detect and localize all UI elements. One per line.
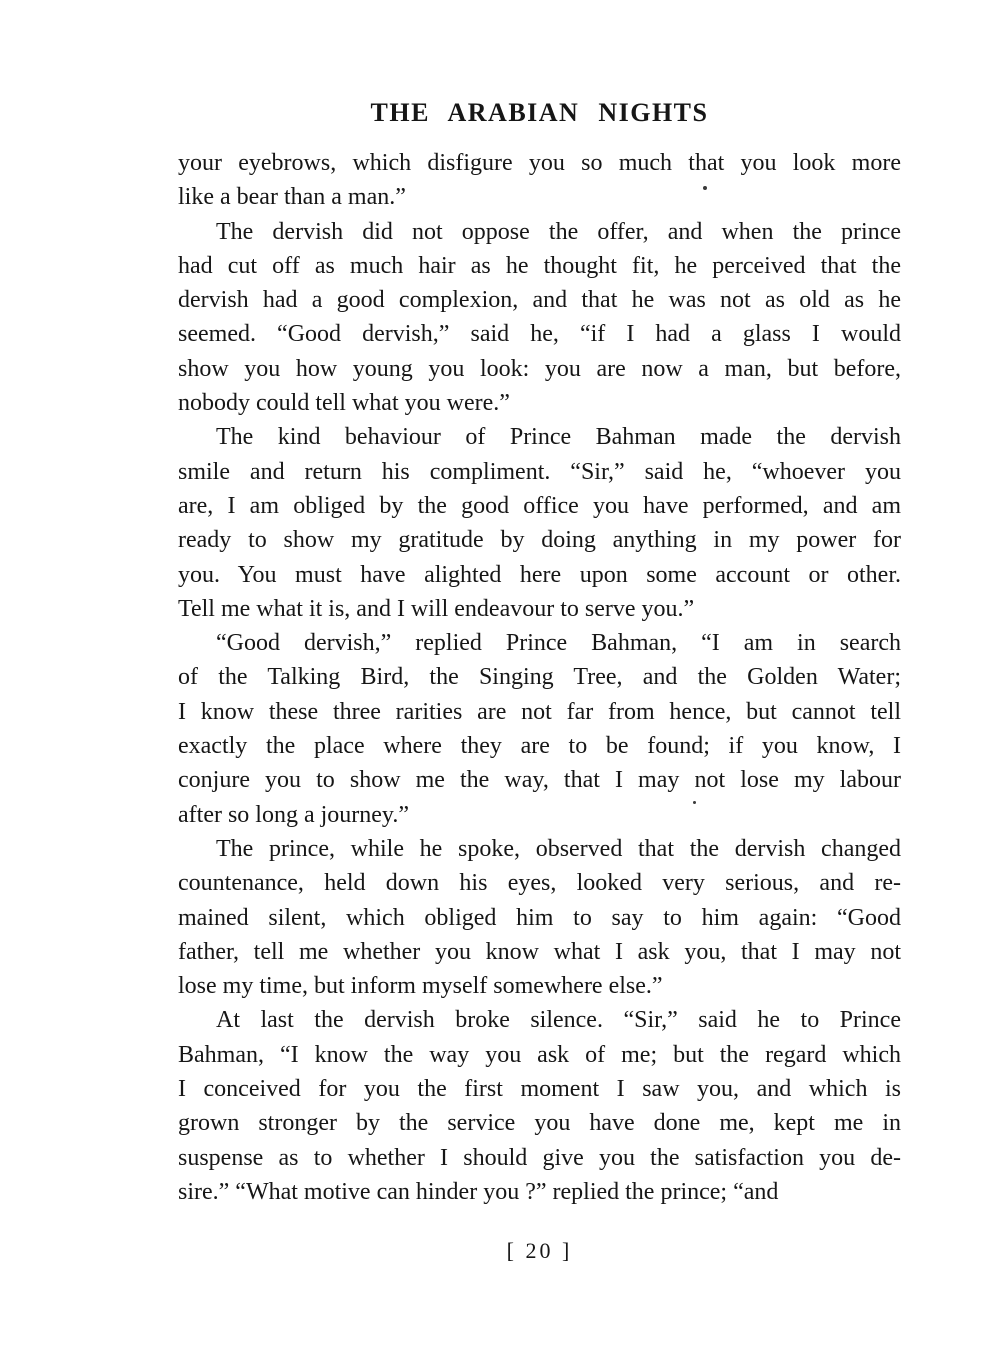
text-body — [178, 146, 901, 1209]
text-line: suspense as to whether I should give you the satisfaction you de- — [178, 1144, 901, 1171]
text-line: I know these three rarities are not far from hence, but cannot tell — [178, 698, 901, 725]
text-line: are, I am obliged by the good office you have performed, and am — [178, 492, 901, 519]
text-line: nobody could tell what you were.” — [178, 390, 510, 417]
text-line: grown stronger by the service you have done me, kept me in — [178, 1110, 901, 1137]
text-line: Bahman, “I know the way you ask of me; but the regard which — [178, 1041, 901, 1068]
text-line: dervish had a good complexion, and that he was not as old as he — [178, 287, 901, 314]
text-line: countenance, held down his eyes, looked very serious, and re- — [178, 870, 901, 897]
text-line: after so long a journey.” — [178, 801, 410, 828]
running-title: THE ARABIAN NIGHTS — [370, 98, 709, 127]
text-line: smile and return his compliment. “Sir,” said he, “whoever you — [178, 458, 901, 485]
text-line: father, tell me whether you know what I ask you, that I may not — [178, 938, 901, 965]
text-line: mained silent, which obliged him to say to him again: “Good — [178, 904, 901, 931]
text-line: ready to show my gratitude by doing anything in my power for — [178, 527, 901, 554]
text-line: your eyebrows, which disfigure you so much that you look more — [178, 150, 901, 176]
text-line: you. You must have alighted here upon some account or other. — [178, 561, 901, 588]
text-line: At last the dervish broke silence. “Sir,” said he to Prince — [216, 1007, 901, 1034]
scan-speck — [693, 801, 696, 804]
text-line: conjure you to show me the way, that I may not lose my labour — [178, 767, 901, 794]
scan-speck — [703, 186, 707, 190]
text-line: had cut off as much hair as he thought fit, he perceived that the — [178, 252, 901, 279]
text-line: exactly the place where they are to be found; if you know, I — [178, 733, 901, 760]
page-number: [ 20 ] — [506, 1238, 573, 1264]
text-line: of the Talking Bird, the Singing Tree, and the Golden Water; — [178, 664, 901, 691]
text-line: like a bear than a man.” — [178, 184, 406, 211]
text-line: sire.” “What motive can hinder you ?” replied the prince; “and — [178, 1178, 779, 1205]
text-line: lose my time, but inform myself somewhere else.” — [178, 973, 663, 1000]
text-line: The kind behaviour of Prince Bahman made the dervish — [216, 424, 901, 451]
text-line: The prince, while he spoke, observed that the dervish changed — [216, 835, 901, 862]
text-line: show you how young you look: you are now a man, but before, — [178, 355, 901, 382]
text-line: “Good dervish,” replied Prince Bahman, “I am in search — [216, 630, 901, 657]
text-line: seemed. “Good dervish,” said he, “if I had a glass I would — [178, 321, 901, 348]
page-text-block — [178, 96, 901, 1266]
text-line: The dervish did not oppose the offer, and when the prince — [216, 218, 901, 245]
text-line: Tell me what it is, and I will endeavour to serve you.” — [178, 595, 695, 622]
text-line: I conceived for you the first moment I saw you, and which is — [178, 1076, 901, 1103]
